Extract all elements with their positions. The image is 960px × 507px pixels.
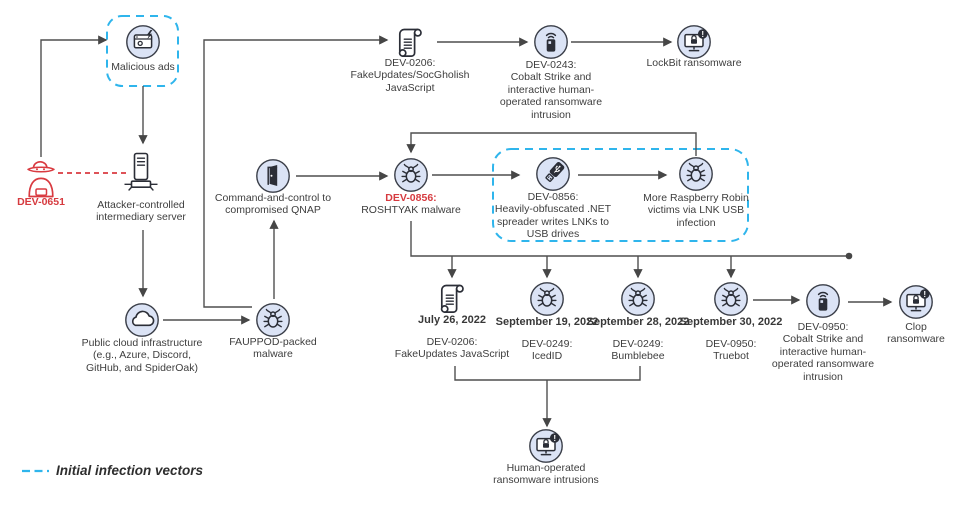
remote-implant-icon — [804, 282, 842, 325]
label-line: DEV-0856: — [385, 192, 437, 204]
label-line: Heavily-obfuscated .NET — [494, 203, 612, 216]
label-line: More Raspberry Robin — [643, 192, 749, 204]
label-line: Human-operated — [506, 462, 586, 474]
label-line: ransomware intrusions — [493, 474, 599, 487]
label-line: DEV-0856: — [527, 191, 579, 203]
connector-more-rr-to-roshtyak — [411, 133, 696, 156]
label-line: DEV-0249: — [612, 338, 664, 350]
connector-dev0651-to-malicious-ads — [41, 40, 106, 157]
label-line: LockBit ransomware — [646, 57, 742, 69]
svg-text:!: ! — [923, 289, 927, 299]
date-label: September 19, 2022 — [495, 316, 599, 328]
label-line: Cobalt Strike and — [510, 71, 592, 84]
label-line: FakeUpdates/SocGholish — [350, 69, 470, 82]
node-label — [643, 192, 749, 229]
node-label — [772, 321, 874, 383]
node-label — [495, 191, 611, 241]
node-label — [680, 316, 783, 363]
label-line: GitHub, and SpiderOak) — [85, 361, 199, 374]
node-label — [111, 61, 175, 73]
date-label: September 28, 2022 — [586, 316, 690, 328]
label-line: DEV-0206: — [426, 336, 478, 348]
svg-text:!: ! — [553, 433, 557, 443]
label-line: ROSHTYAK malware — [361, 204, 461, 217]
label-line: intermediary server — [96, 211, 186, 224]
label-line: operated ransomware — [499, 96, 603, 109]
label-line: Bumblebee — [611, 350, 665, 363]
node-label — [229, 336, 317, 361]
label-line: Malicious ads — [111, 61, 175, 73]
label-line: interactive human- — [779, 345, 867, 358]
label-line: DEV-0651 — [17, 196, 65, 208]
label-line: DEV-0950: — [797, 321, 849, 333]
label-line: FakeUpdates JavaScript — [394, 348, 510, 361]
label-line: intrusion — [531, 108, 571, 121]
label-line: spreader writes LNKs to — [496, 215, 610, 228]
label-line: Attacker-controlled — [97, 199, 185, 211]
label-line: infection — [676, 216, 716, 229]
node-label — [887, 321, 945, 346]
label-line: IcedID — [531, 350, 563, 363]
node-label — [361, 192, 461, 217]
ransomware-lock-icon — [897, 283, 935, 326]
node-label — [17, 196, 65, 208]
node-label — [82, 337, 203, 374]
node-label — [493, 462, 599, 487]
label-line: Public cloud infrastructure — [81, 337, 203, 349]
node-label — [96, 199, 186, 224]
node-label — [215, 192, 331, 217]
label-line: interactive human- — [507, 83, 595, 96]
date-label: July 26, 2022 — [418, 314, 486, 326]
server-icon — [119, 150, 163, 199]
label-line: JavaScript — [385, 81, 435, 94]
node-label — [587, 316, 690, 363]
label-line: malware — [253, 348, 293, 361]
label-line: compromised QNAP — [225, 204, 321, 217]
node-label — [395, 314, 509, 361]
node-label — [496, 316, 599, 363]
label-line: Cobalt Strike and — [782, 333, 864, 346]
label-line: (e.g., Azure, Discord, — [92, 349, 192, 362]
node-label — [350, 57, 469, 94]
svg-text:!: ! — [701, 29, 705, 39]
label-line: USB drives — [526, 228, 580, 241]
node-label — [500, 59, 602, 121]
label-line: DEV-0243: — [525, 59, 577, 71]
label-line: DEV-0950: — [705, 338, 757, 350]
label-line: DEV-0249: — [521, 338, 573, 350]
date-label: September 30, 2022 — [679, 316, 783, 328]
label-line: intrusion — [803, 370, 843, 383]
label-line: victims via LNK USB — [647, 204, 745, 217]
node-label — [646, 57, 741, 69]
connector-roshtyak-fanout — [411, 221, 849, 256]
dashed-line-sample-icon — [22, 468, 49, 474]
label-line: Command-and-control to — [214, 192, 332, 204]
legend — [22, 463, 203, 478]
line-end-dot — [846, 253, 853, 260]
browser-ad-icon — [124, 23, 162, 66]
connector-bracket-three-payloads — [455, 366, 640, 380]
label-line: Clop — [905, 321, 927, 333]
label-line: Truebot — [713, 350, 749, 363]
label-line: operated ransomware — [771, 358, 875, 371]
label-line: FAUPPOD-packed — [229, 336, 317, 348]
legend-label: Initial infection vectors — [56, 463, 204, 478]
label-line: ransomware — [887, 333, 945, 346]
label-line: DEV-0206: — [384, 57, 436, 69]
